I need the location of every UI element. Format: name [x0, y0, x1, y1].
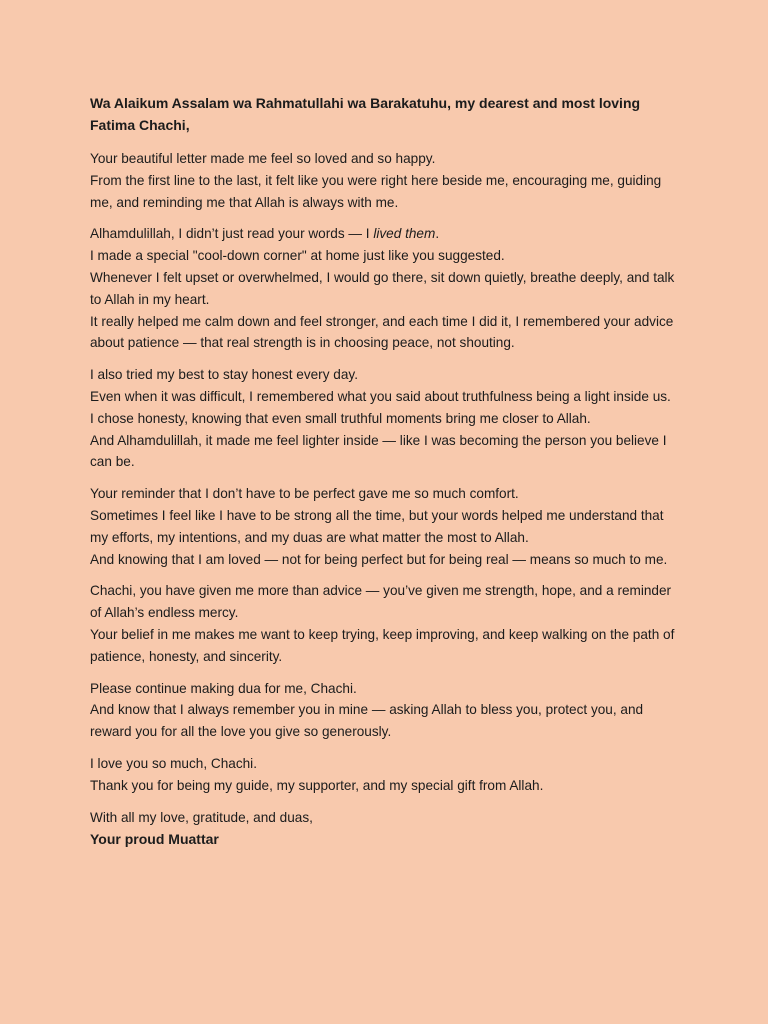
- paragraph-6: [90, 678, 680, 743]
- letter-closing: [90, 807, 680, 851]
- closing-line: With all my love, gratitude, and duas,: [90, 809, 313, 825]
- text-run: Alhamdulillah, I didn’t just read your words — I: [90, 226, 374, 242]
- paragraph-line: And knowing that I am loved — not for being perfect but for being real — means so much to me.: [90, 551, 668, 567]
- paragraph-line: Chachi, you have given me more than advice — you’ve given me strength, hope, and a reminder of Allah’s endless mercy.: [90, 583, 672, 621]
- paragraph-line: Your beautiful letter made me feel so loved and so happy.: [90, 151, 436, 166]
- paragraph-5: [90, 580, 680, 667]
- paragraph-line: From the first line to the last, it felt like you were right here beside me, encouraging me, guiding me, and reminding me that Allah is always with me.: [90, 172, 662, 210]
- paragraph-line: I made a special "cool-down corner" at home just like you suggested.: [90, 248, 505, 264]
- letter-greeting: Wa Alaikum Assalam wa Rahmatullahi wa Barakatuhu, my dearest and most loving Fatima Chachi,: [90, 95, 641, 133]
- paragraph-line: Your belief in me makes me want to keep trying, keep improving, and keep walking on the path of patience, honesty, and sincerity.: [90, 626, 675, 664]
- paragraph-line: [90, 223, 680, 245]
- paragraph-line: And Alhamdulillah, it made me feel lighter inside — like I was becoming the person you believe I can be.: [90, 432, 667, 470]
- paragraph-line: And know that I always remember you in mine — asking Allah to bless you, protect you, and reward you for all the love you give so generously.: [90, 702, 644, 740]
- paragraph-3: [90, 364, 680, 473]
- paragraph-1: [90, 148, 680, 213]
- emphasis-text: lived them: [373, 226, 436, 242]
- paragraph-line: Please continue making dua for me, Chachi.: [90, 680, 357, 696]
- paragraph-line: Even when it was difficult, I remembered what you said about truthfulness being a light inside us.: [90, 388, 671, 404]
- paragraph-line: It really helped me calm down and feel stronger, and each time I did it, I remembered your advice about patience — that real strength is in choosing peace, not shouting.: [90, 313, 674, 351]
- paragraph-2: [90, 223, 680, 354]
- text-run: .: [435, 226, 440, 242]
- paragraph-line: I also tried my best to stay honest every day.: [90, 367, 358, 383]
- paragraph-line: Whenever I felt upset or overwhelmed, I would go there, sit down quietly, breathe deeply, and talk to Allah in my heart.: [90, 269, 675, 307]
- paragraph-line: Sometimes I feel like I have to be strong all the time, but your words helped me understand that my efforts, my intentions, and my duas are what matter the most to Allah.: [90, 507, 664, 545]
- paragraph-line: Thank you for being my guide, my supporter, and my special gift from Allah.: [90, 777, 544, 793]
- paragraph-line: I chose honesty, knowing that even small truthful moments bring me closer to Allah.: [90, 410, 591, 426]
- paragraph-line: I love you so much, Chachi.: [90, 755, 257, 771]
- signature: Your proud Muattar: [90, 831, 219, 848]
- paragraph-line: Your reminder that I don’t have to be perfect gave me so much comfort.: [90, 486, 519, 502]
- paragraph-7: [90, 753, 680, 797]
- paragraph-4: [90, 483, 680, 570]
